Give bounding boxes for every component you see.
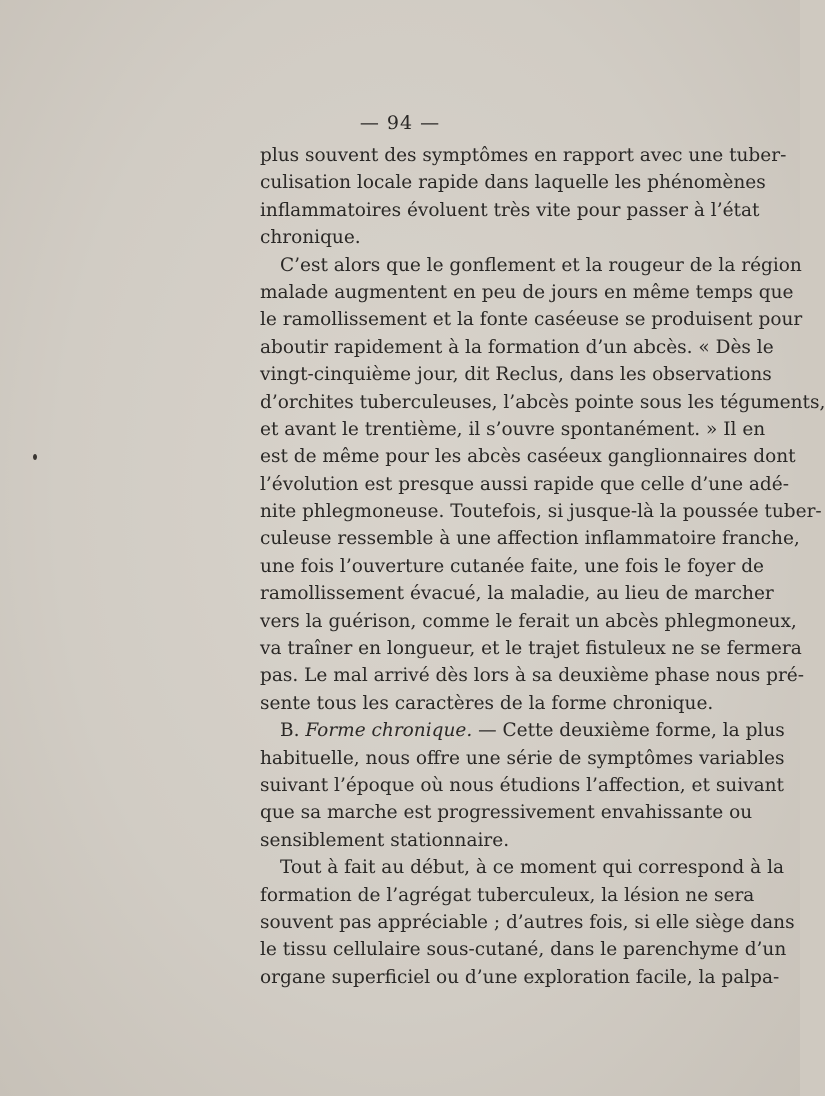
text-line: B. Forme chronique. — Cette deuxième forme, la plus bbox=[280, 720, 785, 742]
text-line: aboutir rapidement à la formation d’un abcès. « Dès le bbox=[260, 336, 774, 358]
text-line: une fois l’ouverture cutanée faite, une fois le foyer de bbox=[260, 555, 764, 577]
text-line: habituelle, nous offre une série de symptômes variables bbox=[260, 747, 785, 769]
text-line: le ramollissement et la fonte caséeuse se produisent pour bbox=[260, 309, 803, 331]
text-line: culeuse ressemble à une affection inflammatoire franche, bbox=[260, 528, 800, 550]
text-line: est de même pour les abcès caséeux ganglionnaires dont bbox=[260, 446, 796, 468]
text-line: pas. Le mal arrivé dès lors à sa deuxième phase nous pré- bbox=[260, 665, 804, 687]
ink-speck bbox=[33, 454, 37, 460]
text-line: vingt-cinquième jour, dit Reclus, dans les observations bbox=[260, 364, 772, 386]
text-line: vers la guérison, comme le ferait un abcès phlegmoneux, bbox=[260, 610, 797, 632]
page-number: — 94 — bbox=[359, 112, 441, 134]
text-line: sente tous les caractères de la forme chronique. bbox=[260, 692, 714, 714]
text-line: d’orchites tuberculeuses, l’abcès pointe sous les téguments, bbox=[260, 391, 825, 413]
text-line: l’évolution est presque aussi rapide que celle d’une adé- bbox=[260, 473, 789, 495]
text-line: nite phlegmoneuse. Toutefois, si jusque-là la poussée tuber- bbox=[260, 501, 822, 523]
text-line: malade augmentent en peu de jours en même temps que bbox=[260, 281, 794, 303]
text-line: C’est alors que le gonflement et la rougeur de la région bbox=[280, 254, 802, 276]
text-line: inflammatoires évoluent très vite pour passer à l’état bbox=[260, 199, 760, 221]
text-line: souvent pas appréciable ; d’autres fois, si elle siège dans bbox=[260, 911, 795, 933]
text-line: que sa marche est progressivement envahissante ou bbox=[260, 802, 753, 824]
text-line: et avant le trentième, il s’ouvre spontanément. » Il en bbox=[260, 418, 766, 440]
text-line: plus souvent des symptômes en rapport avec une tuber- bbox=[260, 145, 787, 166]
text-line: ramollissement évacué, la maladie, au lieu de marcher bbox=[260, 583, 774, 605]
body-text bbox=[260, 142, 825, 991]
text-line: organe superficiel ou d’une exploration facile, la palpa- bbox=[260, 966, 780, 988]
text-line: formation de l’agrégat tuberculeux, la lésion ne sera bbox=[260, 884, 755, 906]
text-line: sensiblement stationnaire. bbox=[260, 829, 510, 851]
text-line: culisation locale rapide dans laquelle les phénomènes bbox=[260, 172, 766, 194]
text-line: le tissu cellulaire sous-cutané, dans le parenchyme d’un bbox=[260, 939, 787, 961]
text-line: Tout à fait au début, à ce moment qui correspond à la bbox=[280, 857, 785, 879]
text-line: suivant l’époque où nous étudions l’affection, et suivant bbox=[260, 774, 784, 796]
text-line: va traîner en longueur, et le trajet fistuleux ne se fermera bbox=[260, 638, 802, 660]
text-line: chronique. bbox=[260, 227, 361, 249]
